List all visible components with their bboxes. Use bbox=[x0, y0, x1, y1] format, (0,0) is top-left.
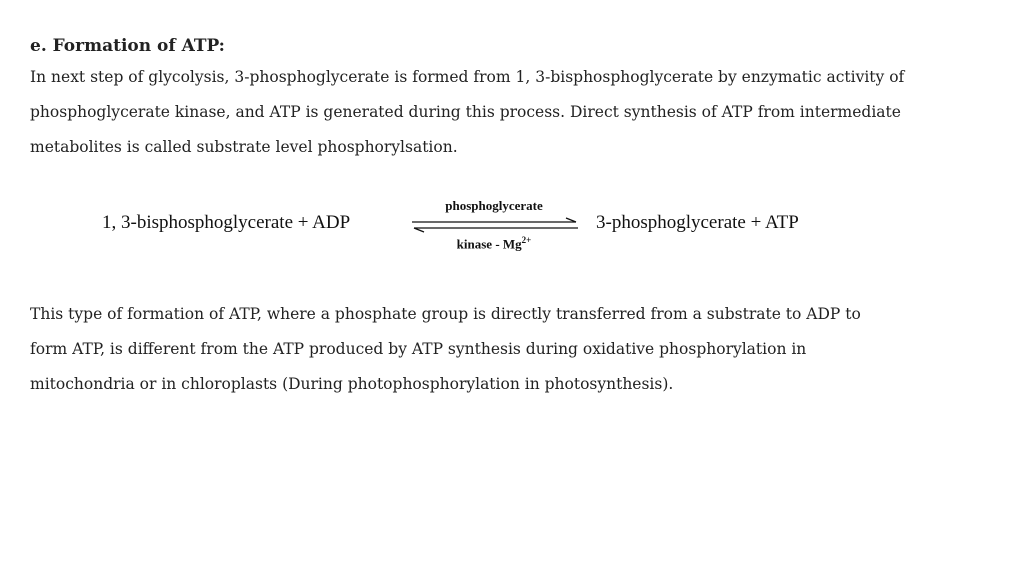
explanation-paragraph bbox=[30, 297, 861, 402]
paragraph-line: metabolites is called substrate level phosphorylsation. bbox=[30, 138, 458, 156]
enzyme-label-bottom bbox=[410, 235, 578, 252]
paragraph-line: In next step of glycolysis, 3-phosphoglycerate is formed from 1, 3-bisphosphoglycerate by enzymatic activity of bbox=[30, 68, 905, 86]
enzyme-cofactor: kinase - Mg bbox=[456, 236, 522, 252]
intro-paragraph bbox=[30, 60, 904, 165]
paragraph-line: mitochondria or in chloroplasts (During photophosphorylation in photosynthesis). bbox=[30, 375, 674, 393]
enzyme-cofactor-charge: 2+ bbox=[521, 235, 532, 245]
reaction-reactants: 1, 3-bisphosphoglycerate + ADP bbox=[102, 212, 351, 233]
paragraph-line: form ATP, is different from the ATP produced by ATP synthesis during oxidative phosphorylation in bbox=[30, 340, 807, 358]
reaction-products: 3-phosphoglycerate + ATP bbox=[596, 212, 799, 233]
paragraph-line: phosphoglycerate kinase, and ATP is generated during this process. Direct synthesis of ATP from intermediate bbox=[30, 103, 901, 121]
paragraph-line: This type of formation of ATP, where a phosphate group is directly transferred from a substrate to ADP to bbox=[30, 305, 861, 323]
reversible-arrow-icon bbox=[410, 217, 580, 233]
reaction-equation bbox=[0, 195, 1024, 265]
enzyme-label-top: phosphoglycerate bbox=[445, 198, 543, 213]
section-heading: e. Formation of ATP: bbox=[30, 36, 225, 56]
